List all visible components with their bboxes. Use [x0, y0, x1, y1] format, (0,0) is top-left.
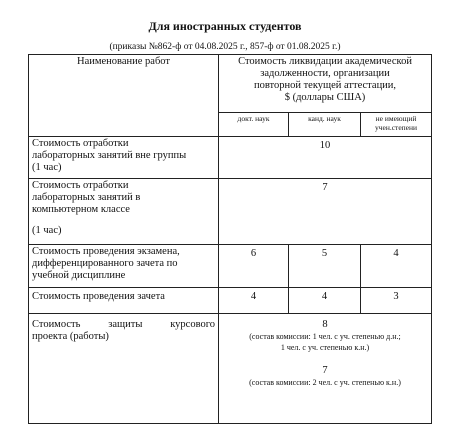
value-candidate: 4: [289, 288, 361, 314]
row-label: Стоимость проведения экзамена, дифференцированного зачета по учебной дисциплине: [29, 245, 219, 288]
value-no-degree: 4: [361, 245, 432, 288]
page-title: Для иностранных студентов: [148, 19, 302, 33]
row-value-block: [219, 314, 432, 424]
row-label: Стоимость отработки лабораторных занятий в компьютерном классе (1 час): [29, 179, 219, 245]
value-doctor: 4: [219, 288, 289, 314]
row-value: 7: [219, 179, 432, 245]
value-no-degree: 3: [361, 288, 432, 314]
header-cost-line: Стоимость ликвидации академической: [238, 56, 412, 67]
header-cost-line: повторной текущей аттестации,: [253, 80, 397, 91]
header-work-name: Наименование работ: [29, 55, 219, 137]
orders-reference: (приказы №862-ф от 04.08.2025 г., 857-ф от 01.08.2025 г.): [109, 42, 341, 52]
commission-note: (состав комиссии: 2 чел. с уч. степенью к.н.): [249, 378, 401, 387]
commission-note: (состав комиссии: 1 чел. с уч. степенью д.н.;: [249, 332, 401, 341]
value-candidate: 5: [289, 245, 361, 288]
header-row: [29, 55, 432, 113]
table-row: [29, 179, 432, 245]
header-cost-line: $ (доллары США): [284, 92, 366, 103]
row-value: 10: [219, 137, 432, 179]
table-row: [29, 137, 432, 179]
table-row: [29, 245, 432, 288]
header-col-candidate: канд. наук: [289, 113, 361, 137]
header-cost: [219, 55, 432, 113]
table-row: [29, 288, 432, 314]
table-row: [29, 314, 432, 424]
header-col-no-degree: не имеющий учен.степени: [361, 113, 432, 137]
price-table: [28, 54, 432, 424]
row-value: 8: [322, 319, 328, 330]
row-label: Стоимость проведения зачета: [29, 288, 219, 314]
header-cost-line: задолженности, организации: [260, 68, 390, 79]
commission-note: 1 чел. с уч. степенью к.н.): [280, 343, 370, 352]
row-label: Стоимость отработки лабораторных занятий вне группы (1 час): [29, 137, 219, 179]
header-col-doctor: докт. наук: [219, 113, 289, 137]
value-doctor: 6: [219, 245, 289, 288]
row-value: 7: [322, 365, 328, 376]
row-label: Стоимость защиты курсового проекта (работы): [29, 314, 219, 424]
